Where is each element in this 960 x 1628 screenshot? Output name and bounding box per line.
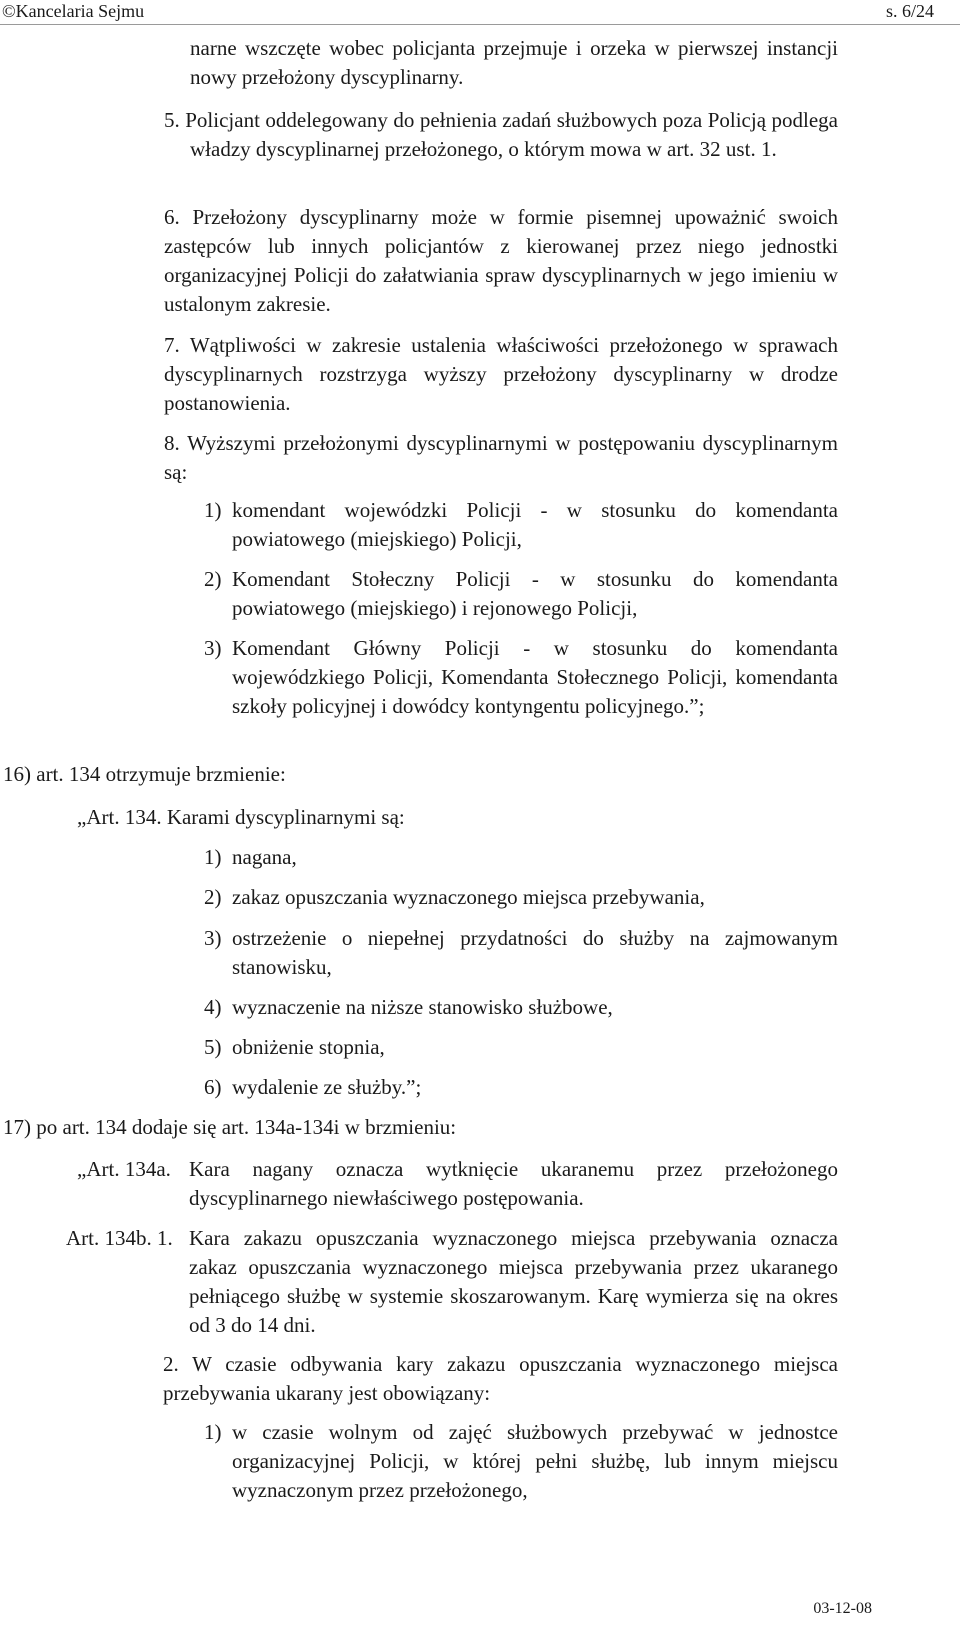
- p8-item-3-number: 3): [204, 636, 222, 660]
- paragraph-7: 7. Wątpliwości w zakresie ustalenia właściwości przełożonego w sprawach dyscyplinarnych rozstrzyga wyższy przełożony dyscyplinarny w drodze postanowienia.: [164, 333, 838, 415]
- art134-item-4: wyznaczenie na niższe stanowisko służbowe,: [232, 995, 613, 1019]
- art134-item-3: ostrzeżenie o niepełnej przydatności do służby na zajmowanym stanowisku,: [232, 926, 838, 979]
- art-134-heading: „Art. 134. Karami dyscyplinarnymi są:: [77, 805, 405, 829]
- p8-item-3: Komendant Główny Policji - w stosunku do komendanta wojewódzkiego Policji, Komendanta Stołecznego Policji, komendanta szkoły policyjnej i dowódcy kontyngentu policyjnego.”;: [232, 636, 838, 718]
- art-134a-text: Kara nagany oznacza wytknięcie ukaranemu przez przełożonego dyscyplinarnego niewłaściwego postępowania.: [189, 1157, 838, 1210]
- art-134a-label: „Art. 134a.: [77, 1157, 171, 1181]
- art134-item-5: obniżenie stopnia,: [232, 1035, 385, 1059]
- p8-item-1-number: 1): [204, 498, 222, 522]
- art134-item-2-number: 2): [204, 885, 222, 909]
- art134-item-6-number: 6): [204, 1075, 222, 1099]
- point-16: 16) art. 134 otrzymuje brzmienie:: [3, 762, 286, 786]
- art134-item-5-number: 5): [204, 1035, 222, 1059]
- art-134b-ust-1: Kara zakazu opuszczania wyznaczonego miejsca przebywania oznacza zakaz opuszczania wyznaczonego miejsca przebywania przez ukaranego pełniącego służbę w systemie skoszarowanym. Karę wymierza się na okres od 3 do 14 dni.: [189, 1226, 838, 1337]
- art134b-item-1-number: 1): [204, 1420, 222, 1444]
- art134-item-3-number: 3): [204, 926, 222, 950]
- p8-item-2: Komendant Stołeczny Policji - w stosunku do komendanta powiatowego (miejskiego) i rejonowego Policji,: [232, 567, 838, 620]
- art-134b-ust-2: 2. W czasie odbywania kary zakazu opuszczania wyznaczonego miejsca przebywania ukarany jest obowiązany:: [163, 1352, 838, 1405]
- paragraph-8: 8. Wyższymi przełożonymi dyscyplinarnymi w postępowaniu dyscyplinarnym są:: [164, 431, 838, 484]
- art134-item-1: nagana,: [232, 845, 297, 869]
- header-source: ©Kancelaria Sejmu: [2, 1, 145, 21]
- paragraph-5-text: 5. Policjant oddelegowany do pełnienia zadań służbowych poza Policją podlega władzy dyscyplinarnej przełożonego, o którym mowa w art. 32 ust. 1.: [164, 108, 838, 161]
- art134b-item-1: w czasie wolnym od zajęć służbowych przebywać w jednostce organizacyjnej Policji, w której pełni służbę, lub innym miejscu wyznaczonym przez przełożonego,: [232, 1420, 838, 1502]
- paragraph-continuation: narne wszczęte wobec policjanta przejmuje i orzeka w pierwszej instancji nowy przełożony dyscyplinarny.: [190, 36, 838, 89]
- p8-item-1: komendant wojewódzki Policji - w stosunku do komendanta powiatowego (miejskiego) Policji,: [232, 498, 838, 551]
- paragraph-6: 6. Przełożony dyscyplinarny może w formie pisemnej upoważnić swoich zastępców lub innych policjantów z kierowanej przez niego jednostki organizacyjnej Policji do załatwiania spraw dyscyplinarnych w jego imieniu w ustalonym zakresie.: [164, 205, 838, 316]
- point-17: 17) po art. 134 dodaje się art. 134a-134i w brzmieniu:: [3, 1115, 457, 1139]
- page-footer-date: 03-12-08: [813, 1600, 872, 1617]
- art134-item-4-number: 4): [204, 995, 222, 1019]
- paragraph-5: [164, 106, 838, 164]
- art134-item-1-number: 1): [204, 845, 222, 869]
- header-page-number: s. 6/24: [885, 1, 934, 21]
- art134-item-2: zakaz opuszczania wyznaczonego miejsca przebywania,: [232, 885, 705, 909]
- p8-item-2-number: 2): [204, 567, 222, 591]
- art134-item-6: wydalenie ze służby.”;: [232, 1075, 422, 1099]
- art-134b-label: Art. 134b. 1.: [66, 1226, 173, 1250]
